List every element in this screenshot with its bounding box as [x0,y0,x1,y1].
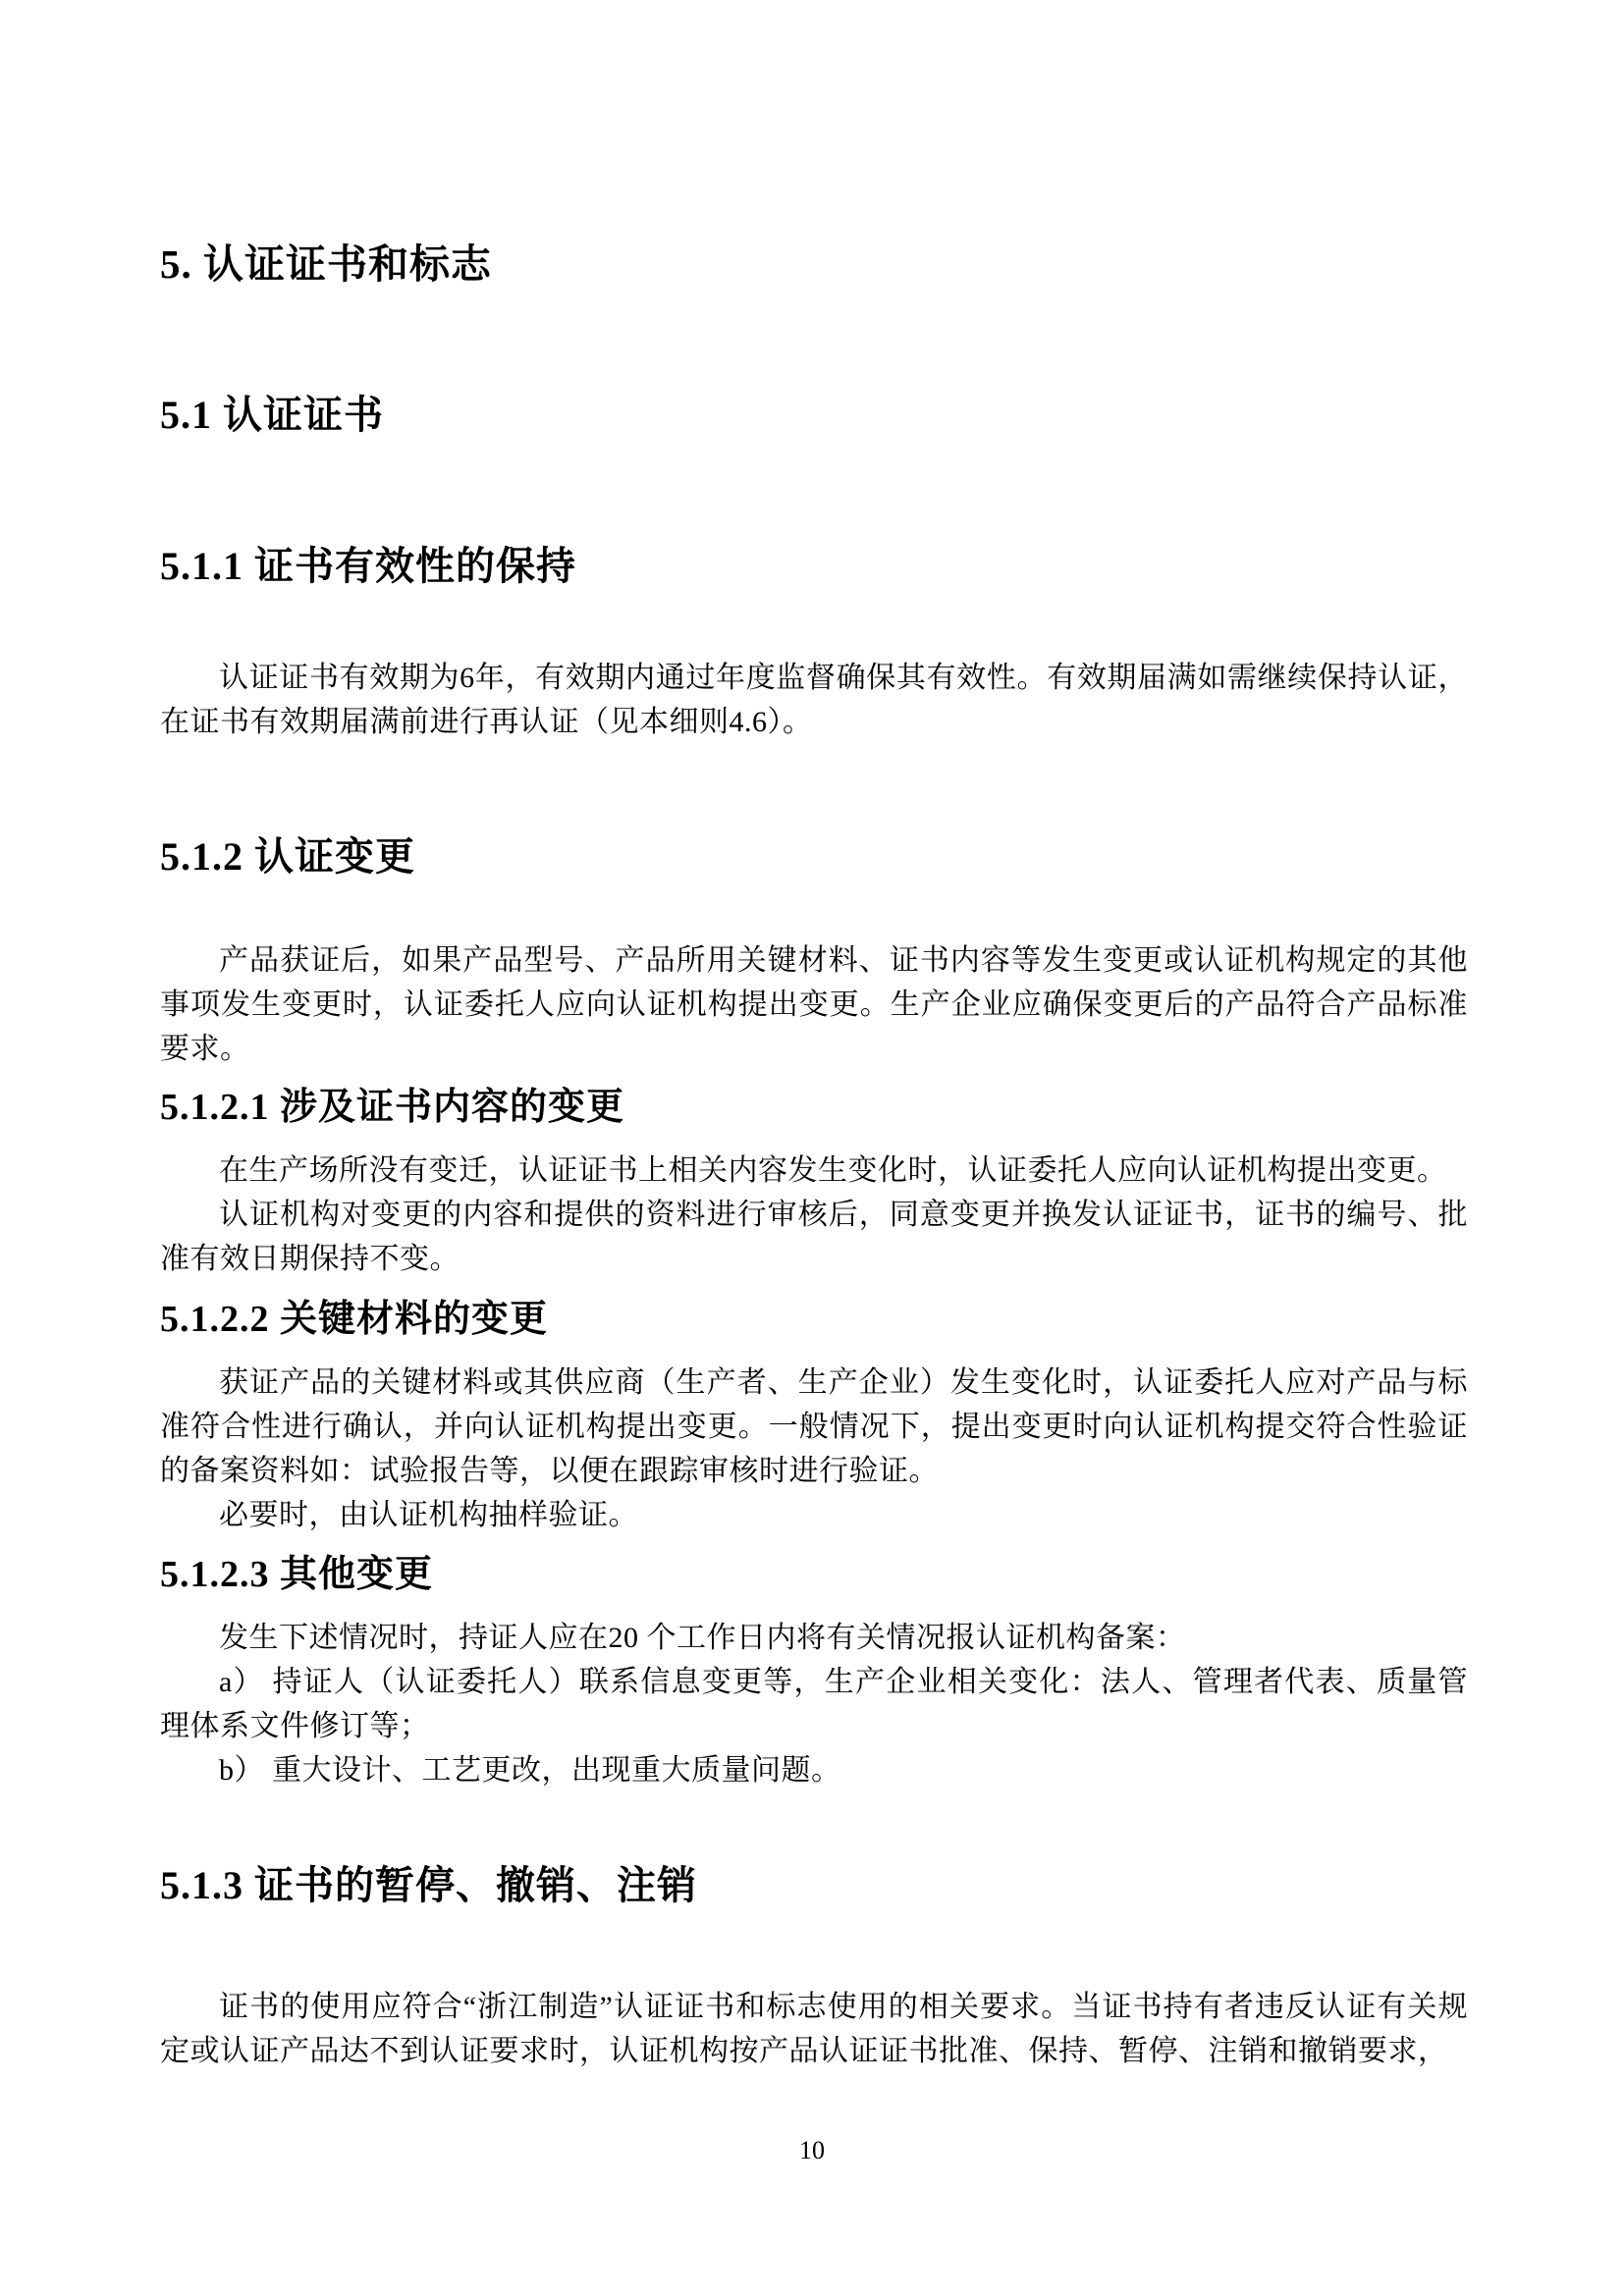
paragraph: 认证证书有效期为6年，有效期内通过年度监督确保其有效性。有效期届满如需继续保持认证，在证书有效期届满前进行再认证（见本细则4.6）。 [160,662,1468,738]
paragraph: 产品获证后，如果产品型号、产品所用关键材料、证书内容等发生变更或认证机构规定的其他事项发生变更时，认证委托人应向认证机构提出变更。生产企业应确保变更后的产品符合产品标准要求。 [160,944,1468,1065]
list-item-a: a） 持证人（认证委托人）联系信息变更等，生产企业相关变化：法人、管理者代表、质量管理体系文件修订等； [160,1666,1468,1742]
section-heading-5-1: 5.1 认证证书 [160,393,384,437]
section-heading-5-1-2-1: 5.1.2.1 涉及证书内容的变更 [160,1087,625,1128]
list-item-b: b） 重大设计、工艺更改，出现重大质量问题。 [219,1754,841,1787]
paragraph: 证书的使用应符合“浙江制造”认证证书和标志使用的相关要求。当证书持有者违反认证有关规定或认证产品达不到认证要求时，认证机构按产品认证证书批准、保持、暂停、注销和撤销要求， [160,1991,1468,2067]
section-5-1-3-body [160,1985,1468,2073]
paragraph: 发生下述情况时，持证人应在20 个工作日内将有关情况报认证机构备案： [219,1622,1186,1654]
section-5-1-2-3-body [160,1616,1468,1792]
section-heading-5-1-2-3: 5.1.2.3 其他变更 [160,1554,434,1595]
section-heading-5-1-3: 5.1.3 证书的暂停、撤销、注销 [160,1863,697,1907]
paragraph: 必要时，由认证机构抽样验证。 [219,1499,638,1531]
section-5-1-2-2-body [160,1361,1468,1537]
section-5-1-2-1-body [160,1148,1468,1281]
section-heading-5-1-1: 5.1.1 证书有效性的保持 [160,544,576,588]
section-heading-5-1-2-2: 5.1.2.2 关键材料的变更 [160,1299,549,1340]
page-number: 10 [799,2136,825,2164]
paragraph: 在生产场所没有变迁，认证证书上相关内容发生变化时，认证委托人应向认证机构提出变更。 [219,1154,1447,1187]
section-5-1-1-body [160,656,1468,744]
section-5-1-2-body [160,938,1468,1071]
section-heading-5-1-2: 5.1.2 认证变更 [160,834,415,879]
paragraph: 认证机构对变更的内容和提供的资料进行审核后，同意变更并换发认证证书，证书的编号、批准有效日期保持不变。 [160,1199,1468,1275]
chapter-heading: 5. 认证证书和标志 [160,241,492,287]
paragraph: 获证产品的关键材料或其供应商（生产者、生产企业）发生变化时，认证委托人应对产品与标准符合性进行确认，并向认证机构提出变更。一般情况下，提出变更时向认证机构提交符合性验证的备案资料如：试验报告等，以便在跟踪审核时进行验证。 [160,1366,1468,1487]
